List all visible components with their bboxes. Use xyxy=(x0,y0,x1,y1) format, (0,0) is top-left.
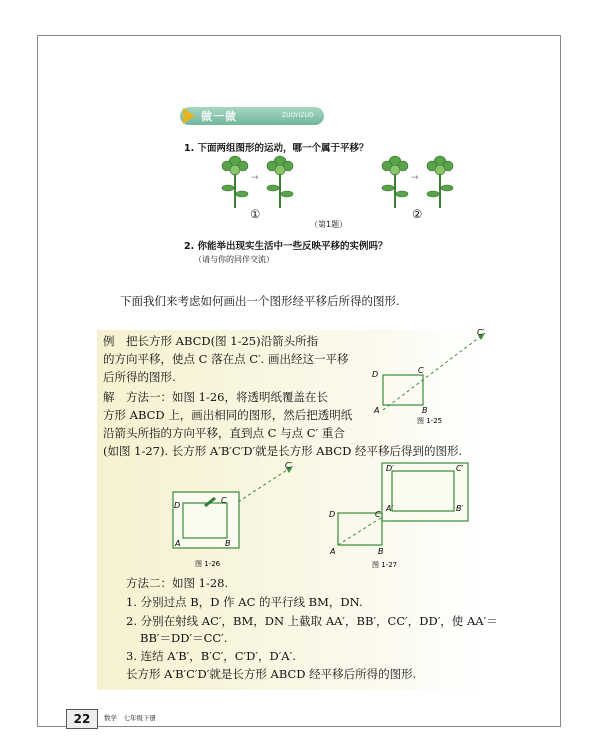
solution-line: 方形 ABCD 上，画出相同的图形，然后把透明纸 xyxy=(103,408,353,422)
flower-group-1 xyxy=(222,156,293,208)
point-label: A xyxy=(175,539,181,548)
question-1: 1. 下面两组图形的运动，哪一个属于平移？ xyxy=(184,143,369,154)
example-line: 后所得的图形. xyxy=(103,370,176,384)
solution-line: (如图 1-27). 长方形 A′B′C′D′就是长方形 ABCD 经平移后得到的图形. xyxy=(103,444,463,458)
solution-line: 沿箭头所指的方向平移，直到点 C 与点 C′ 重合 xyxy=(103,426,345,440)
solution-line: 解 方法一：如图 1-26，将透明纸覆盖在长 xyxy=(103,390,328,404)
example-line: 例 把长方形 ABCD(图 1-25)沿箭头所指 xyxy=(103,334,319,348)
flowers-illustration xyxy=(205,150,465,215)
point-label: C′ xyxy=(456,464,464,473)
figure-caption: 图 1-27 xyxy=(372,561,398,569)
question-caption: （第1题） xyxy=(310,220,348,229)
figure-1-27 xyxy=(320,455,480,570)
point-label: C xyxy=(375,510,381,519)
figure-caption: 图 1-25 xyxy=(417,417,443,425)
footer-text: 数学 七年级下册 xyxy=(104,714,156,722)
label-2: ② xyxy=(412,207,423,221)
point-label: A xyxy=(330,547,336,556)
point-label: D′ xyxy=(386,464,394,473)
method2-line: 长方形 A′B′C′D′就是长方形 ABCD 经平移后所得的图形. xyxy=(126,667,417,681)
svg-text:→: → xyxy=(251,173,259,183)
banner-arrow-icon xyxy=(183,108,195,124)
figure-1-26 xyxy=(165,458,305,570)
flower-icon xyxy=(382,156,408,208)
question-2-note: （请与你的同伴交流） xyxy=(194,255,274,264)
page-number: 22 xyxy=(66,709,98,729)
method2-line: 1. 分别过点 B，D 作 AC 的平行线 BM，DN. xyxy=(126,595,363,609)
method2-line: 方法二：如图 1-28. xyxy=(126,576,229,590)
point-label: D xyxy=(329,510,336,519)
banner-subtitle: ZUOYIZUO xyxy=(282,112,314,119)
method2-line: 3. 连结 A′B′，B′C′，C′D′，D′A′. xyxy=(126,649,296,663)
question-2: 2. 你能举出现实生活中一些反映平移的实例吗？ xyxy=(184,241,388,252)
label-1: ① xyxy=(250,207,261,221)
flower-icon xyxy=(267,156,293,208)
point-label: D xyxy=(174,501,181,510)
point-label: B xyxy=(378,547,384,556)
intro-text: 下面我们来考虑如何画出一个图形经平移后所得的图形. xyxy=(120,294,400,308)
translation-arrow xyxy=(383,333,485,410)
example-line: 的方向平移，使点 C 落在点 C′. 画出经这一平移 xyxy=(103,352,349,366)
point-label: C xyxy=(418,366,424,375)
point-label: A xyxy=(374,406,380,415)
point-label: C′ xyxy=(477,328,485,337)
point-label: B xyxy=(225,539,231,548)
method2-line: 2. 分别在射线 AC′，BM，DN 上截取 AA′，BB′，CC′，DD′，使 AA′＝ xyxy=(126,614,498,628)
flower-group-2 xyxy=(382,156,453,208)
point-label: B xyxy=(422,406,428,415)
flower-icon xyxy=(427,156,453,208)
svg-text:→: → xyxy=(411,173,419,183)
banner-title: 做一做 xyxy=(201,110,237,123)
figure-1-25 xyxy=(365,325,495,425)
rectangle-abcd xyxy=(383,375,423,405)
point-label: A′ xyxy=(386,504,394,513)
flower-icon xyxy=(222,156,248,208)
figure-caption: 图 1-26 xyxy=(195,560,221,568)
point-label: C xyxy=(221,496,227,505)
method2-line: BB′＝DD′＝CC′. xyxy=(140,631,228,645)
point-label: C′ xyxy=(285,461,293,470)
point-label: B′ xyxy=(456,504,464,513)
point-label: D xyxy=(372,370,379,379)
